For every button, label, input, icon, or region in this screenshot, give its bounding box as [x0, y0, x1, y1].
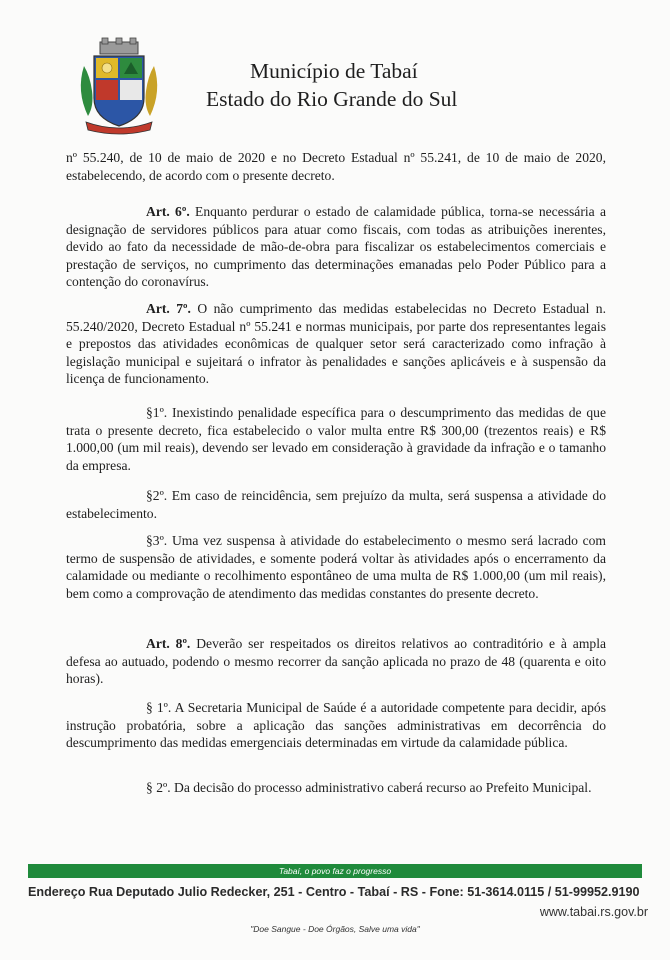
article-7-text: O não cumprimento das medidas estabelecidas no Decreto Estadual n. 55.240/2020, Decreto Estadual nº 55.241 e normas municipais, por parte dos representantes legais e prepostos das atividades econômicas de qualquer setor será caracterizado como infração à legislação municipal e sujeitará o infrator às penalidades e sanções aplicáveis e à suspensão da licença de funcionamento.	[66, 301, 607, 387]
paragraph-continuation: nº 55.240, de 10 de maio de 2020 e no Decreto Estadual nº 55.241, de 10 de maio de 2020, estabelecendo, de acordo com o presente decreto.	[66, 150, 606, 183]
article-8	[66, 635, 606, 688]
article-7-paragraph-2-block	[66, 487, 606, 522]
article-8-paragraph-2-block	[66, 779, 606, 797]
article-7-paragraph	[66, 300, 606, 388]
article-8-text: Deverão ser respeitados os direitos relativos ao contraditório e à ampla defesa ao autuado, podendo o mesmo recorrer da sanção aplicada no prazo de 48 (quarenta e oito horas).	[66, 636, 607, 687]
footer-address: Endereço Rua Deputado Julio Redecker, 251 - Centro - Tabaí - RS - Fone: 51-3614.0115 / 51-99952.9190	[28, 885, 640, 899]
article-8-paragraph	[66, 635, 606, 688]
municipal-coat-of-arms-logo	[74, 36, 164, 136]
article-6-label: Art. 6º.	[146, 204, 190, 219]
footer-slogan: "Doe Sangue - Doe Órgãos, Salve uma vida"	[250, 924, 420, 934]
article-8-paragraph-1: § 1º. A Secretaria Municipal de Saúde é a autoridade competente para decidir, após instrução probatória, sobre a aplicação das sanções administrativas em decorrência do descumprimento das medidas emergenciais determinadas em virtude da calamidade pública.	[66, 700, 606, 751]
footer-website: www.tabai.rs.gov.br	[539, 905, 648, 919]
article-6-paragraph	[66, 203, 606, 291]
article-8-paragraph-1-block	[66, 699, 606, 752]
article-6-text: Enquanto perdurar o estado de calamidade pública, torna-se necessária a designação de servidores públicos para atuar como fiscais, com todas as atribuições inerentes, devido ao fato da necessidade de mão-de-obra para fiscalizar os estabelecimentos comerciais e prestação de serviços, no cumprimento das determinações emanadas pelo Poder Público para a contenção do coronavírus.	[66, 204, 606, 290]
article-7-label: Art. 7º.	[146, 301, 191, 316]
article-8-label: Art. 8º.	[146, 636, 191, 651]
article-7-paragraph-2: §2º. Em caso de reincidência, sem prejuízo da multa, será suspensa a atividade do estabelecimento.	[66, 488, 606, 521]
article-8-paragraph-2: § 2º. Da decisão do processo administrativo caberá recurso ao Prefeito Municipal.	[146, 780, 592, 795]
municipality-title: Município de Tabaí	[250, 59, 418, 83]
article-7-paragraph-1: §1º. Inexistindo penalidade específica para o descumprimento das medidas de que trata o presente decreto, fica estabelecido o valor multa entre R$ 300,00 (trezentos reais) e R$ 1.000,00 (um mil reais), devendo ser levado em consideração à gravidade da infração e o tamanho da empresa.	[66, 405, 606, 473]
article-7	[66, 300, 606, 388]
article-7-paragraph-3: §3º. Uma vez suspensa à atividade do estabelecimento o mesmo será lacrado com termo de suspensão de atividades, e somente poderá voltar às atividades após o encerramento da calamidade ou mediante o recolhimento espontâneo de uma multa de R$ 1.000,00 (um mil reais), bem como a comprovação de atendimento das medidas constantes do presente decreto.	[66, 533, 606, 601]
document-body	[66, 149, 606, 184]
article-7-paragraph-1-block	[66, 404, 606, 474]
article-6	[66, 203, 606, 291]
footer-motto-bar: Tabaí, o povo faz o progresso	[28, 864, 642, 878]
state-title: Estado do Rio Grande do Sul	[206, 87, 458, 111]
article-7-paragraph-3-block	[66, 532, 606, 602]
